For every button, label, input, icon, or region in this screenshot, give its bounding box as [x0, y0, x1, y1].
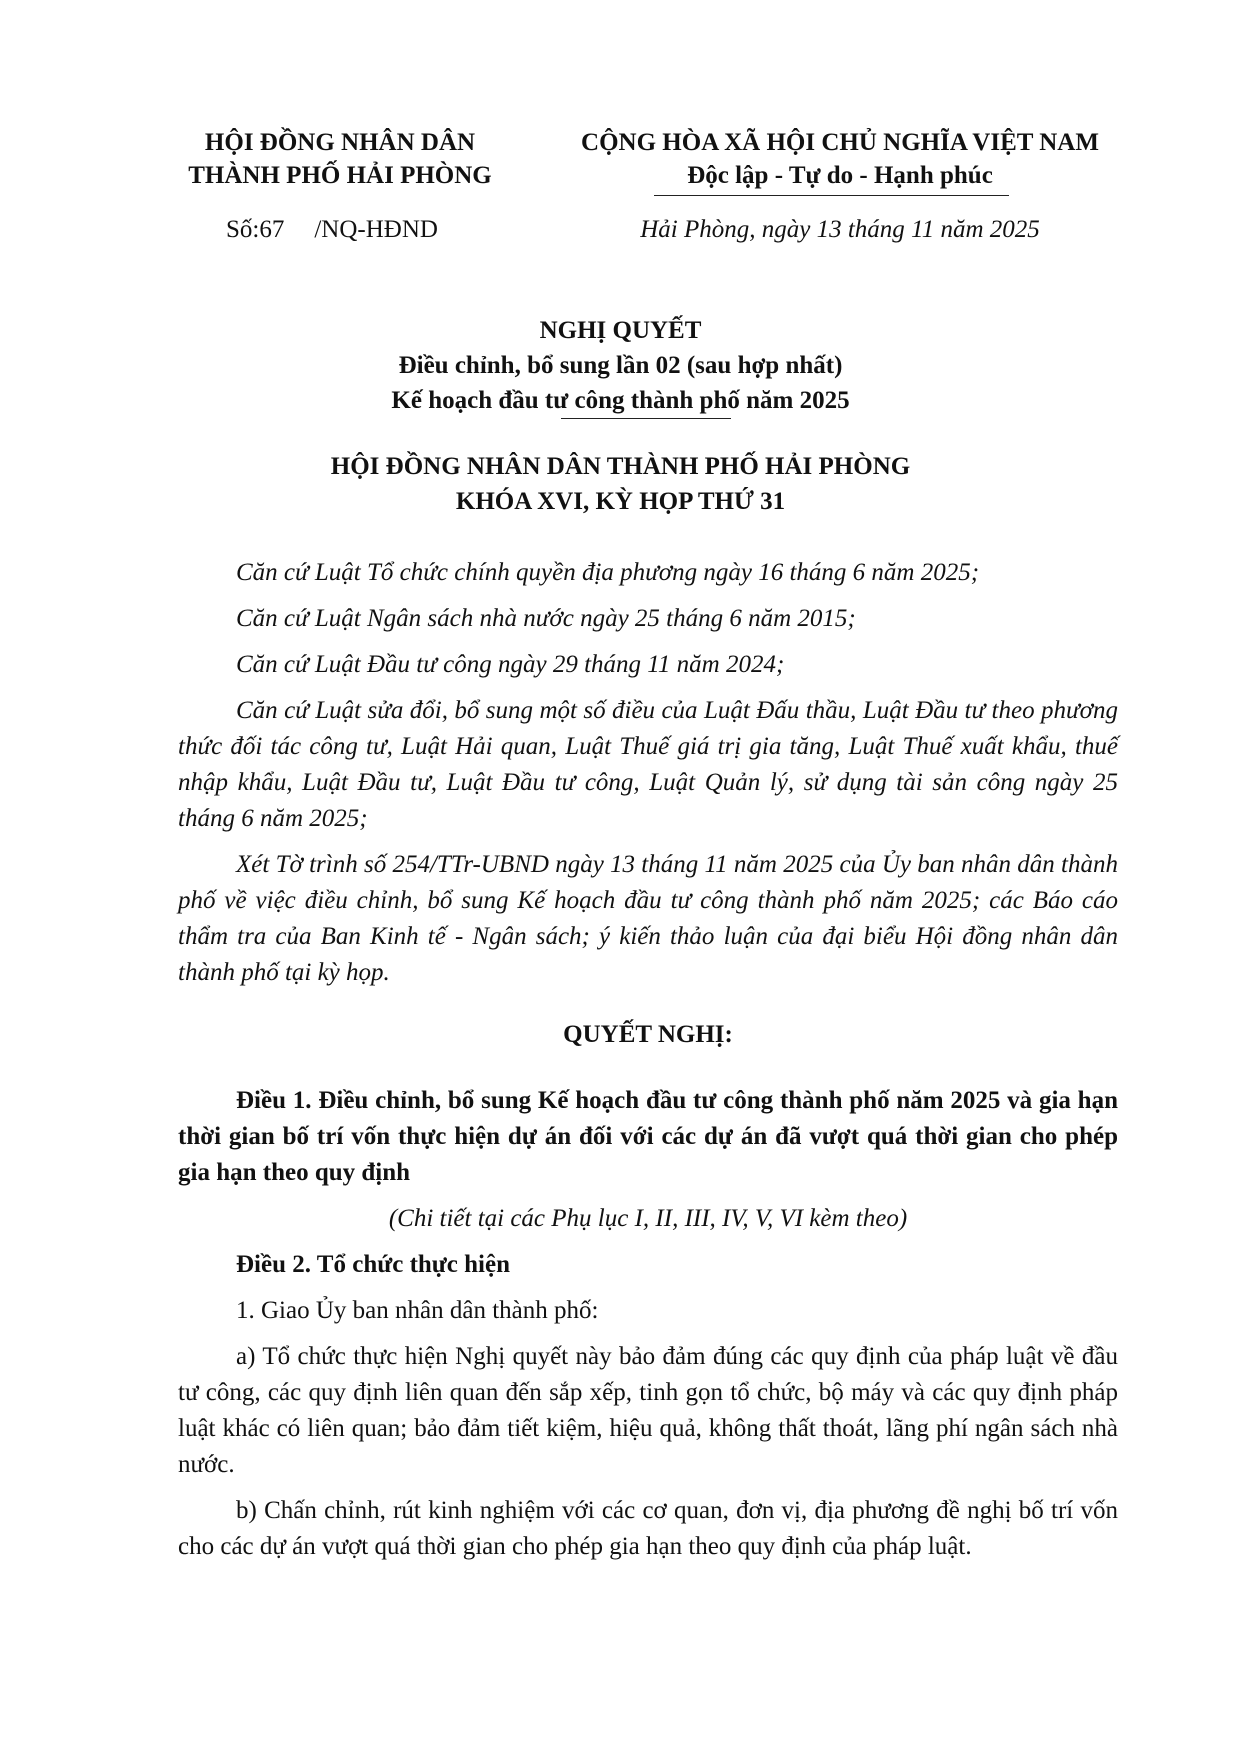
issuer-line-1: HỘI ĐỒNG NHÂN DÂN — [204, 129, 476, 156]
article-2-heading: Điều 2. Tổ chức thực hiện — [236, 1251, 510, 1278]
document-number-prefix: Số:67 — [226, 216, 285, 243]
document-number — [226, 214, 438, 246]
resolve-heading: QUYẾT NGHỊ: — [563, 1021, 733, 1048]
document-title — [0, 313, 1241, 418]
preamble-item: Xét Tờ trình số 254/TTr-UBND ngày 13 tháng 11 năm 2025 của Ủy ban nhân dân thành phố về việc điều chỉnh, bổ sung Kế hoạch đầu tư công thành phố năm 2025; các Báo cáo thẩm tra của Ban Kinh tế - Ngân sách; ý kiến thảo luận của đại biểu Hội đồng nhân dân thành phố tại kỳ họp. — [178, 851, 1118, 986]
council-line-2: KHÓA XVI, KỲ HỌP THỨ 31 — [455, 488, 786, 515]
national-title: CỘNG HÒA XÃ HỘI CHỦ NGHĨA VIỆT NAM — [581, 129, 1099, 156]
article-2-item-b: b) Chấn chỉnh, rút kinh nghiệm với các cơ quan, đơn vị, địa phương đề nghị bố trí vốn cho các dự án vượt quá thời gian cho phép gia hạn theo quy định của pháp luật. — [178, 1497, 1118, 1560]
issuer-header — [170, 126, 510, 192]
issuer-line-2: THÀNH PHỐ HẢI PHÒNG — [188, 162, 492, 189]
title-line-1: NGHỊ QUYẾT — [539, 317, 702, 344]
document-body — [178, 555, 1118, 1575]
article-1-heading: Điều 1. Điều chỉnh, bổ sung Kế hoạch đầu tư công thành phố năm 2025 và gia hạn thời gian bố trí vốn thực hiện dự án đối với các dự án đã vượt quá thời gian cho phép gia hạn theo quy định — [178, 1087, 1118, 1186]
preamble-item: Căn cứ Luật Tổ chức chính quyền địa phương ngày 16 tháng 6 năm 2025; — [236, 559, 980, 586]
article-2-item-1: 1. Giao Ủy ban nhân dân thành phố: — [236, 1297, 599, 1324]
national-header — [540, 126, 1140, 192]
title-line-2: Điều chỉnh, bổ sung lần 02 (sau hợp nhất) — [398, 352, 843, 379]
document-number-suffix: /NQ-HĐND — [314, 216, 438, 243]
title-line-3: Kế hoạch đầu tư công thành phố năm 2025 — [391, 387, 850, 414]
national-motto: Độc lập - Tự do - Hạnh phúc — [687, 162, 993, 189]
preamble-item: Căn cứ Luật Đầu tư công ngày 29 tháng 11 năm 2024; — [236, 651, 785, 678]
article-1-note: (Chi tiết tại các Phụ lục I, II, III, IV, V, VI kèm theo) — [388, 1205, 908, 1232]
preamble-item: Căn cứ Luật Ngân sách nhà nước ngày 25 tháng 6 năm 2015; — [236, 605, 856, 632]
motto-underline — [654, 195, 1009, 196]
council-line-1: HỘI ĐỒNG NHÂN DÂN THÀNH PHỐ HẢI PHÒNG — [330, 453, 911, 480]
article-2-item-a: a) Tổ chức thực hiện Nghị quyết này bảo đảm đúng các quy định của pháp luật về đầu tư công, các quy định liên quan đến sắp xếp, tinh gọn tổ chức, bộ máy và các quy định pháp luật khác có liên quan; bảo đảm tiết kiệm, hiệu quả, không thất thoát, lãng phí ngân sách nhà nước. — [178, 1343, 1118, 1478]
council-heading — [0, 449, 1241, 519]
document-date: Hải Phòng, ngày 13 tháng 11 năm 2025 — [640, 216, 1040, 243]
preamble-item: Căn cứ Luật sửa đổi, bổ sung một số điều của Luật Đấu thầu, Luật Đầu tư theo phương thức đối tác công tư, Luật Hải quan, Luật Thuế giá trị gia tăng, Luật Thuế xuất khẩu, thuế nhập khẩu, Luật Đầu tư, Luật Đầu tư công, Luật Quản lý, sử dụng tài sản công ngày 25 tháng 6 năm 2025; — [178, 697, 1118, 832]
title-underline — [561, 418, 731, 419]
